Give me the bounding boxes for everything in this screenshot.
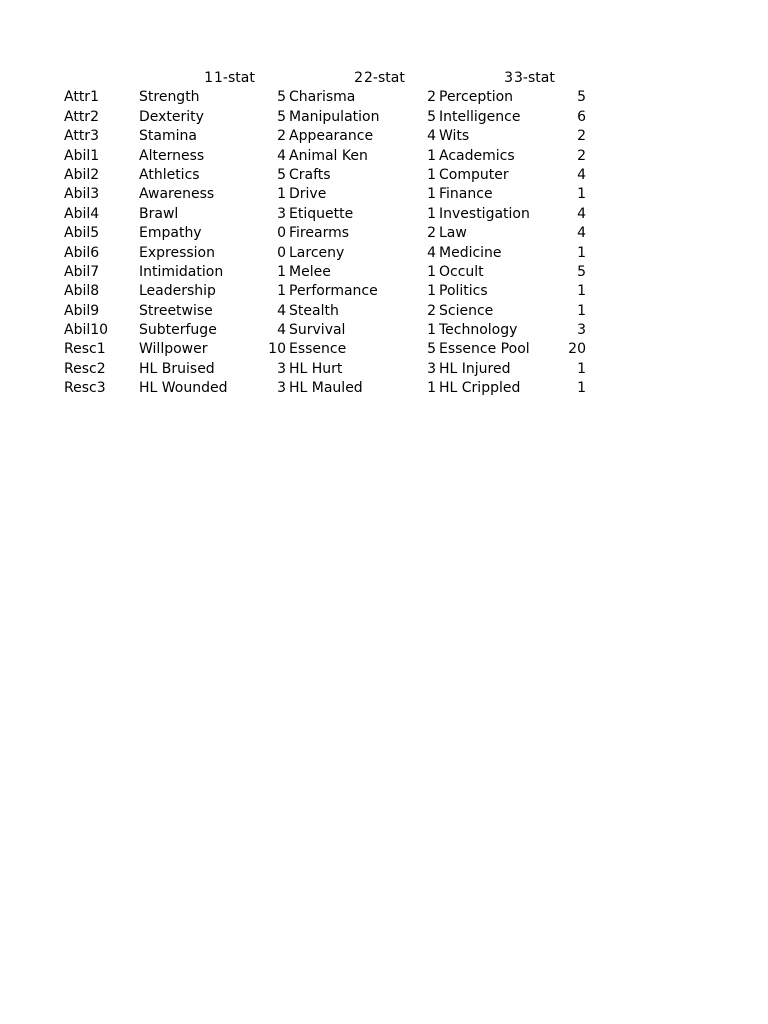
stat-name-cell[interactable]: Academics bbox=[439, 147, 515, 164]
stat-name-cell[interactable]: Essence bbox=[289, 341, 347, 358]
row-id-cell[interactable]: Abil3 bbox=[64, 186, 100, 203]
stat-value-cell[interactable]: 4 bbox=[277, 302, 286, 319]
stat-value-cell[interactable]: 3 bbox=[427, 360, 436, 377]
stat-value-cell[interactable]: 1 bbox=[427, 147, 436, 164]
stat-name-cell[interactable]: Science bbox=[439, 302, 494, 319]
stat-value-cell[interactable]: 1 bbox=[427, 205, 436, 222]
row-id-cell[interactable]: Resc1 bbox=[64, 341, 106, 358]
row-id-cell[interactable]: Attr2 bbox=[64, 108, 99, 125]
stat-value-cell[interactable]: 1 bbox=[277, 263, 286, 280]
stat-name-cell[interactable]: Crafts bbox=[289, 166, 331, 183]
stat-name-cell[interactable]: Politics bbox=[439, 283, 488, 300]
stat-name-cell[interactable]: Finance bbox=[439, 186, 493, 203]
stat-value-cell[interactable]: 5 bbox=[427, 341, 436, 358]
stat-value-cell[interactable]: 5 bbox=[277, 108, 286, 125]
stat-value-cell[interactable]: 10 bbox=[268, 341, 286, 358]
stat-name-cell[interactable]: Willpower bbox=[139, 341, 208, 358]
stat-value-cell[interactable]: 1 bbox=[427, 263, 436, 280]
stat-value-cell[interactable]: 5 bbox=[277, 166, 286, 183]
stat-value-cell[interactable]: 2 bbox=[427, 225, 436, 242]
stat-name-cell[interactable]: Strength bbox=[139, 89, 200, 106]
row-id-cell[interactable]: Attr3 bbox=[64, 128, 99, 145]
stat-name-cell[interactable]: Firearms bbox=[289, 225, 350, 242]
stat-name-cell[interactable]: Essence Pool bbox=[439, 341, 530, 358]
stat-name-cell[interactable]: Dexterity bbox=[139, 108, 204, 125]
stat-name-cell[interactable]: HL Bruised bbox=[139, 360, 215, 377]
stat-value-cell[interactable]: 4 bbox=[427, 244, 436, 261]
stat-value-cell[interactable]: 4 bbox=[427, 128, 436, 145]
stat-name-cell[interactable]: HL Hurt bbox=[289, 360, 343, 377]
stat-value-cell[interactable]: 1 bbox=[277, 283, 286, 300]
row-id-cell[interactable]: Abil2 bbox=[64, 166, 100, 183]
stat-value-cell[interactable]: 4 bbox=[577, 205, 586, 222]
stat-name-cell[interactable]: Stealth bbox=[289, 302, 339, 319]
stat-name-cell[interactable]: Empathy bbox=[139, 225, 202, 242]
stat-name-cell[interactable]: Brawl bbox=[139, 205, 179, 222]
stat-name-cell[interactable]: HL Mauled bbox=[289, 380, 363, 397]
row-id-cell[interactable]: Abil9 bbox=[64, 302, 100, 319]
stat-value-cell[interactable]: 1 bbox=[427, 166, 436, 183]
stat-value-cell[interactable]: 1 bbox=[577, 360, 586, 377]
stat-name-cell[interactable]: Etiquette bbox=[289, 205, 354, 222]
stat-name-cell[interactable]: Leadership bbox=[139, 283, 216, 300]
stat-name-cell[interactable]: Occult bbox=[439, 263, 484, 280]
stat-value-cell[interactable]: 3 bbox=[277, 205, 286, 222]
stat-value-cell[interactable]: 0 bbox=[277, 225, 286, 242]
row-id-cell[interactable]: Abil5 bbox=[64, 225, 100, 242]
row-id-cell[interactable]: Abil4 bbox=[64, 205, 100, 222]
stat-value-cell[interactable]: 1 bbox=[577, 283, 586, 300]
row-id-cell[interactable]: Attr1 bbox=[64, 89, 99, 106]
stat-name-cell[interactable]: Charisma bbox=[289, 89, 356, 106]
header-group-number[interactable]: 1 bbox=[204, 70, 213, 86]
stat-value-cell[interactable]: 1 bbox=[427, 380, 436, 397]
row-id-cell[interactable]: Abil10 bbox=[64, 322, 109, 339]
stat-value-cell[interactable]: 5 bbox=[577, 89, 586, 106]
stat-value-cell[interactable]: 1 bbox=[577, 380, 586, 397]
stat-value-cell[interactable]: 5 bbox=[427, 108, 436, 125]
stat-name-cell[interactable]: Expression bbox=[139, 244, 215, 261]
stat-value-cell[interactable]: 1 bbox=[577, 302, 586, 319]
stat-value-cell[interactable]: 4 bbox=[277, 147, 286, 164]
stat-value-cell[interactable]: 2 bbox=[277, 128, 286, 145]
stat-value-cell[interactable]: 2 bbox=[427, 302, 436, 319]
stat-name-cell[interactable]: Drive bbox=[289, 186, 327, 203]
stat-name-cell[interactable]: Subterfuge bbox=[139, 322, 217, 339]
stat-value-cell[interactable]: 3 bbox=[277, 360, 286, 377]
stat-value-cell[interactable]: 4 bbox=[577, 166, 586, 183]
header-group-number[interactable]: 2 bbox=[354, 70, 363, 86]
stat-name-cell[interactable]: Intelligence bbox=[439, 108, 521, 125]
stat-name-cell[interactable]: Athletics bbox=[139, 166, 200, 183]
stat-value-cell[interactable]: 1 bbox=[577, 186, 586, 203]
stat-value-cell[interactable]: 0 bbox=[277, 244, 286, 261]
stat-name-cell[interactable]: Intimidation bbox=[139, 263, 224, 280]
header-group-label[interactable]: 2-stat bbox=[364, 70, 405, 86]
stat-name-cell[interactable]: Law bbox=[439, 225, 467, 242]
stat-name-cell[interactable]: Alterness bbox=[139, 147, 205, 164]
stat-name-cell[interactable]: HL Crippled bbox=[439, 380, 521, 397]
stat-value-cell[interactable]: 2 bbox=[427, 89, 436, 106]
stat-value-cell[interactable]: 6 bbox=[577, 108, 586, 125]
header-group-label[interactable]: 3-stat bbox=[514, 70, 555, 86]
row-id-cell[interactable]: Abil1 bbox=[64, 147, 100, 164]
stat-name-cell[interactable]: Manipulation bbox=[289, 108, 380, 125]
stat-value-cell[interactable]: 1 bbox=[577, 244, 586, 261]
row-id-cell[interactable]: Resc2 bbox=[64, 360, 106, 377]
stat-value-cell[interactable]: 2 bbox=[577, 128, 586, 145]
stat-name-cell[interactable]: Melee bbox=[289, 263, 331, 280]
header-group-number[interactable]: 3 bbox=[504, 70, 513, 86]
stat-name-cell[interactable]: Larceny bbox=[289, 244, 345, 261]
stat-name-cell[interactable]: Stamina bbox=[139, 128, 197, 145]
stat-name-cell[interactable]: Investigation bbox=[439, 205, 530, 222]
stat-value-cell[interactable]: 1 bbox=[427, 322, 436, 339]
stat-value-cell[interactable]: 5 bbox=[577, 263, 586, 280]
stat-value-cell[interactable]: 5 bbox=[277, 89, 286, 106]
stat-name-cell[interactable]: Wits bbox=[439, 128, 470, 145]
stat-name-cell[interactable]: Animal Ken bbox=[289, 147, 368, 164]
row-id-cell[interactable]: Abil8 bbox=[64, 283, 100, 300]
stat-value-cell[interactable]: 20 bbox=[568, 341, 586, 358]
stat-name-cell[interactable]: Appearance bbox=[289, 128, 374, 145]
stat-name-cell[interactable]: Computer bbox=[439, 166, 509, 183]
stat-value-cell[interactable]: 4 bbox=[577, 225, 586, 242]
stat-name-cell[interactable]: Perception bbox=[439, 89, 514, 106]
stat-name-cell[interactable]: Survival bbox=[289, 322, 346, 339]
stat-value-cell[interactable]: 2 bbox=[577, 147, 586, 164]
stat-value-cell[interactable]: 3 bbox=[577, 322, 586, 339]
stat-name-cell[interactable]: Streetwise bbox=[139, 302, 213, 319]
stat-value-cell[interactable]: 1 bbox=[427, 186, 436, 203]
stat-name-cell[interactable]: Performance bbox=[289, 283, 378, 300]
row-id-cell[interactable]: Resc3 bbox=[64, 380, 106, 397]
stat-value-cell[interactable]: 1 bbox=[277, 186, 286, 203]
stat-value-cell[interactable]: 1 bbox=[427, 283, 436, 300]
stat-name-cell[interactable]: HL Wounded bbox=[139, 380, 228, 397]
stat-value-cell[interactable]: 3 bbox=[277, 380, 286, 397]
header-group-label[interactable]: 1-stat bbox=[214, 70, 255, 86]
stat-name-cell[interactable]: HL Injured bbox=[439, 360, 511, 377]
stat-name-cell[interactable]: Awareness bbox=[139, 186, 215, 203]
row-id-cell[interactable]: Abil7 bbox=[64, 263, 100, 280]
stat-name-cell[interactable]: Medicine bbox=[439, 244, 502, 261]
row-id-cell[interactable]: Abil6 bbox=[64, 244, 100, 261]
stat-value-cell[interactable]: 4 bbox=[277, 322, 286, 339]
stat-name-cell[interactable]: Technology bbox=[439, 322, 518, 339]
